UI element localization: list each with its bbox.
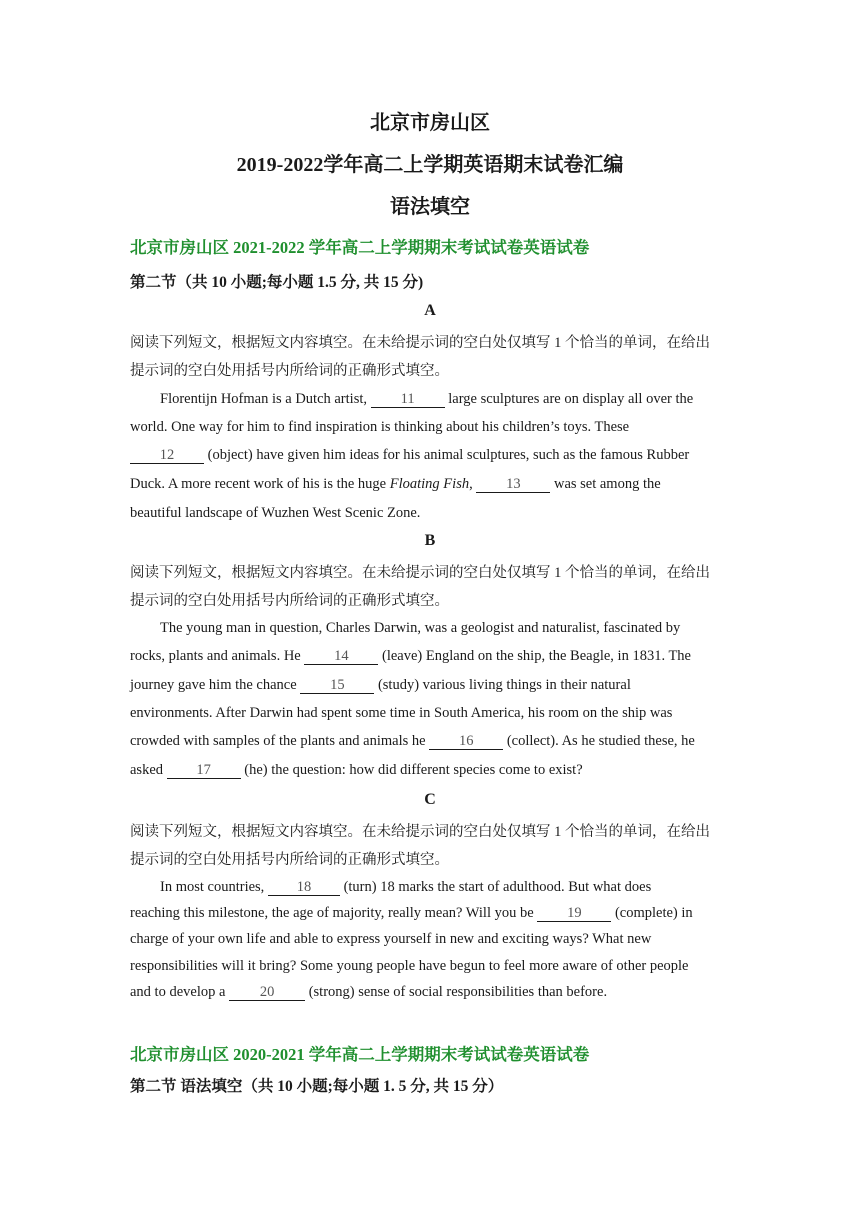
passage-c-line: In most countries, 18 (turn) 18 marks the start of adulthood. But what does	[160, 879, 652, 895]
passage-a-line: Duck. A more recent work of his is the huge Floating Fish, 13 was set among the	[130, 476, 661, 492]
passage-b-letter: B	[424, 532, 436, 549]
blank-15[interactable]: 15	[300, 678, 374, 694]
blank-12[interactable]: 12	[130, 448, 204, 464]
passage-c-line: and to develop a 20 (strong) sense of social responsibilities than before.	[130, 984, 608, 1000]
instruction-line: 阅读下列短文，根据短文内容填空。在未给提示词的空白处仅填写 1 个恰当的单词，在给出	[130, 565, 710, 581]
blank-18[interactable]: 18	[268, 880, 340, 896]
passage-a-line: world. One way for him to find inspiration is thinking about his children’s toys. These	[130, 419, 630, 435]
section-heading-2021: 北京市房山区 2021-2022 学年高二上学期期末考试试卷英语试卷	[130, 238, 590, 257]
instruction-line: 提示词的空白处用括号内所给词的正确形式填空。	[130, 852, 449, 868]
part-heading-2020: 第二节 语法填空（共 10 小题;每小题 1. 5 分, 共 15 分）	[130, 1078, 504, 1095]
passage-a-line: 12 (object) have given him ideas for his animal sculptures, such as the famous Rubber	[130, 447, 730, 464]
blank-13[interactable]: 13	[476, 477, 550, 493]
part-heading-2021: 第二节（共 10 小题;每小题 1.5 分, 共 15 分)	[130, 274, 424, 291]
passage-c-line: charge of your own life and able to express yourself in new and exciting ways? What new	[130, 931, 652, 947]
passage-b-line: journey gave him the chance 15 (study) various living things in their natural	[130, 677, 631, 693]
blank-14[interactable]: 14	[304, 649, 378, 665]
passage-c-letter: C	[424, 791, 436, 808]
passage-b-line: The young man in question, Charles Darwin, was a geologist and naturalist, fascinated by	[160, 620, 681, 636]
instruction-line: 提示词的空白处用括号内所给词的正确形式填空。	[130, 363, 449, 379]
passage-b-line: environments. After Darwin had spent some time in South America, his room on the ship was	[130, 705, 673, 721]
passage-b-line: rocks, plants and animals. He 14 (leave) England on the ship, the Beagle, in 1831. The	[130, 648, 691, 664]
blank-20[interactable]: 20	[229, 985, 305, 1001]
blank-17[interactable]: 17	[167, 763, 241, 779]
passage-b-line: asked 17 (he) the question: how did different species come to exist?	[130, 762, 583, 778]
document-title-region: 北京市房山区	[370, 112, 490, 134]
passage-c-line: reaching this milestone, the age of majority, really mean? Will you be 19 (complete) in	[130, 905, 693, 921]
blank-16[interactable]: 16	[429, 734, 503, 750]
italic-title: Floating Fish	[389, 476, 470, 492]
document-title: 2019-2022学年高二上学期英语期末试卷汇编	[236, 154, 624, 176]
instruction-line: 提示词的空白处用括号内所给词的正确形式填空。	[130, 593, 449, 609]
passage-b-line: crowded with samples of the plants and animals he 16 (collect). As he studied these, he	[130, 733, 695, 749]
passage-a-line: Florentijn Hofman is a Dutch artist, 11 large sculptures are on display all over the	[160, 391, 694, 407]
passage-a-letter: A	[424, 302, 436, 319]
blank-11[interactable]: 11	[371, 392, 445, 408]
instruction-line: 阅读下列短文，根据短文内容填空。在未给提示词的空白处仅填写 1 个恰当的单词，在给出	[130, 335, 710, 351]
section-heading-2020: 北京市房山区 2020-2021 学年高二上学期期末考试试卷英语试卷	[130, 1045, 590, 1064]
document-subtitle: 语法填空	[390, 196, 470, 218]
instruction-line: 阅读下列短文，根据短文内容填空。在未给提示词的空白处仅填写 1 个恰当的单词，在给出	[130, 824, 710, 840]
passage-c-line: responsibilities will it bring? Some young people have begun to feel more aware of other people	[130, 958, 689, 974]
blank-19[interactable]: 19	[537, 906, 611, 922]
passage-a-line: beautiful landscape of Wuzhen West Scenic Zone.	[130, 505, 421, 521]
